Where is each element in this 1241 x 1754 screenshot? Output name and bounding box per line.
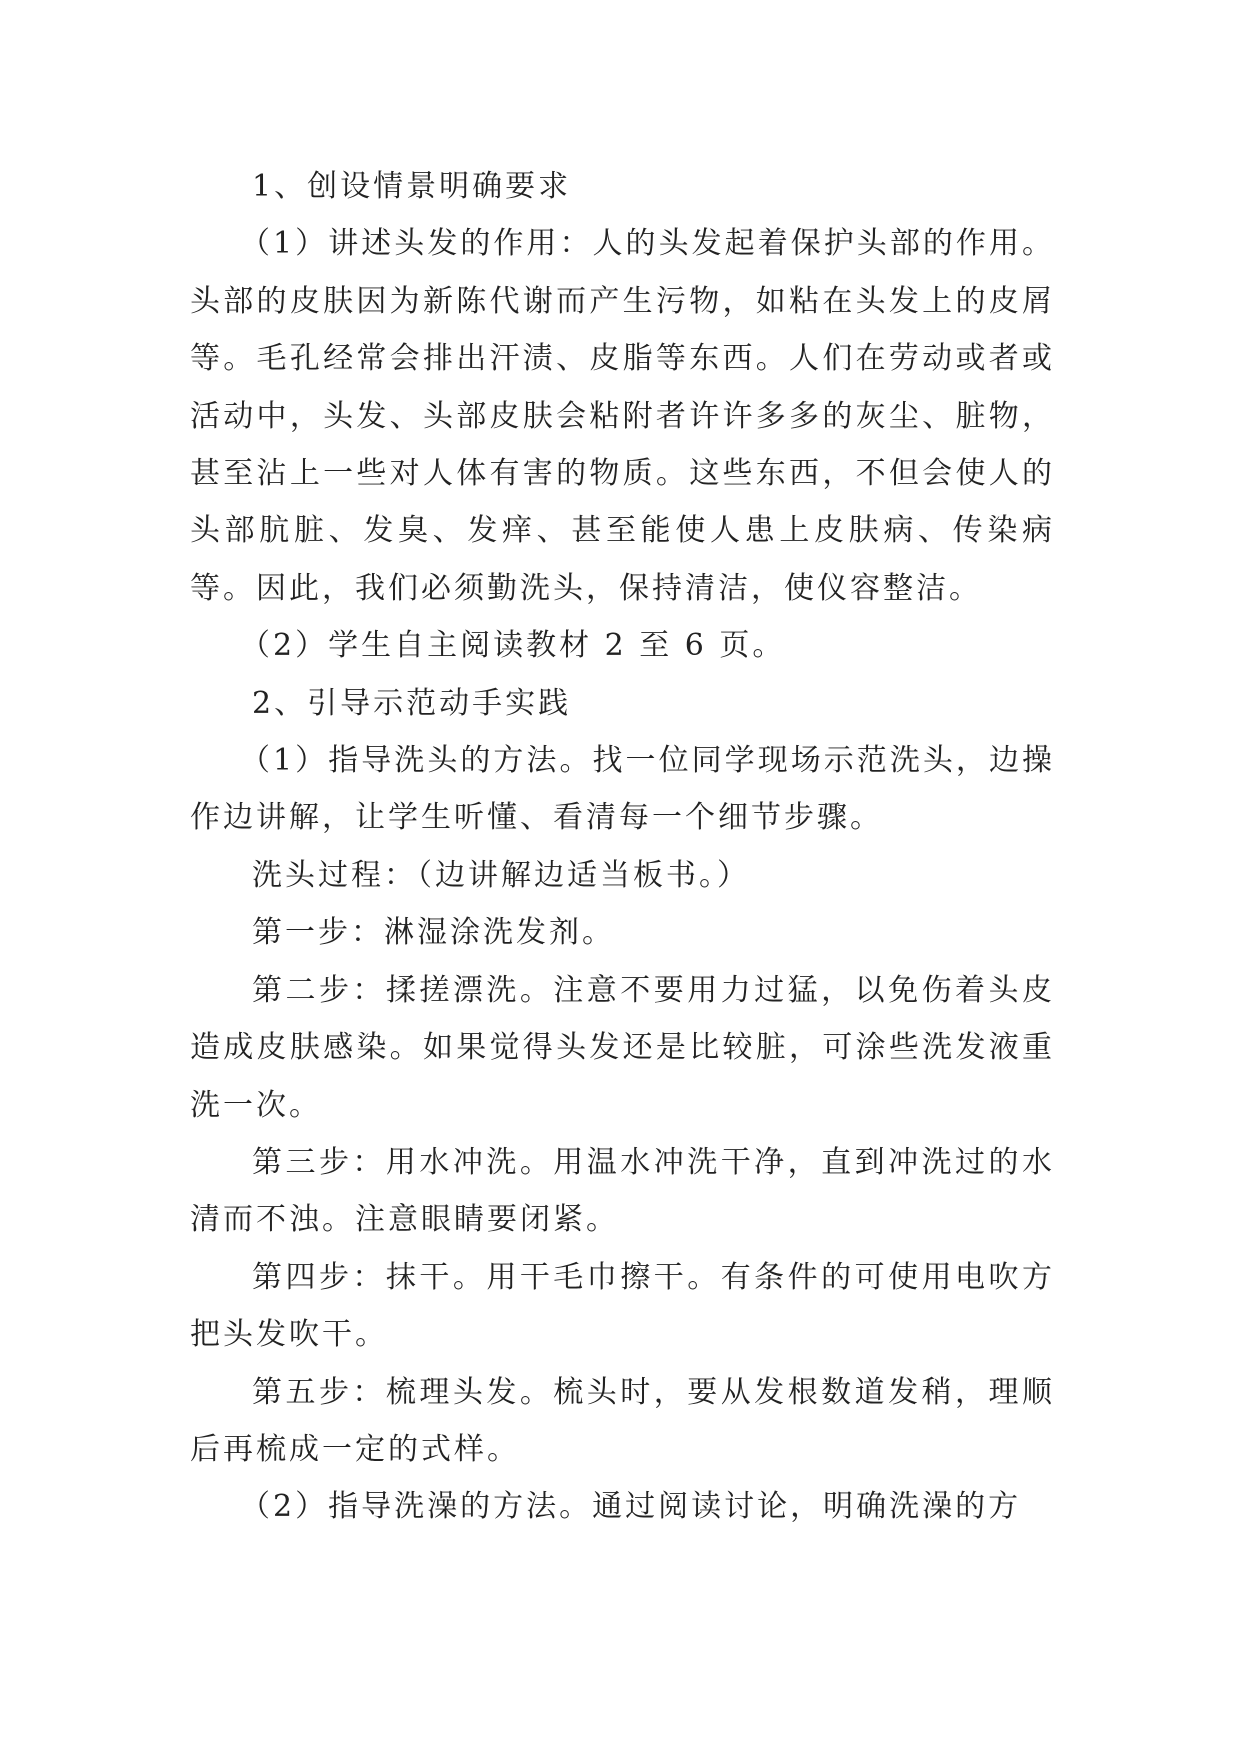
paragraph-reading-task: （2）学生自主阅读教材 2 至 6 页。 [240,628,786,664]
paragraph-hair-washing-guide: （1）指导洗头的方法。找一位同学现场示范洗头，边操作边讲解，让学生听懂、看清每一个细节步骤。 [190,743,1055,836]
paragraph-step-4: 第四步：抹干。用干毛巾擦干。有条件的可使用电吹方把头发吹干。 [190,1259,1055,1353]
paragraph-step-5: 第五步：梳理头发。梳头时，要从发根数道发稍，理顺后再梳成一定的式样。 [190,1374,1055,1467]
section-heading-1: 1、创设情景明确要求 [252,169,572,204]
paragraph-hair-function: （1）讲述头发的作用：人的头发起着保护头部的作用。头部的皮肤因为新陈代谢而产生污物，如粘在头发上的皮屑等。毛孔经常会排出汗渍、皮脂等东西。人们在劳动或者或活动中，头发、头部皮肤会粘附者许许多多的灰尘、脏物，甚至沾上一些对人体有害的物质。这些东西，不但会使人的头部肮脏、发臭、发痒、甚至能使人患上皮肤病、传染病等。因此，我们必须勤洗头，保持清洁，使仪容整洁。 [190,226,1055,606]
paragraph-step-3: 第三步：用水冲洗。用温水冲洗干净，直到冲洗过的水清而不浊。注意眼睛要闭紧。 [190,1144,1055,1238]
paragraph-step-1: 第一步：淋湿涂洗发剂。 [252,915,615,951]
paragraph-process-intro: 洗头过程：（边讲解边适当板书。） [252,857,750,893]
paragraph-step-2: 第二步：揉搓漂洗。注意不要用力过猛，以免伤着头皮造成皮肤感染。如果觉得头发还是比较脏，可涂些洗发液重洗一次。 [190,972,1055,1123]
paragraph-bathing-guide: （2）指导洗澡的方法。通过阅读讨论，明确洗澡的方 [240,1489,1022,1525]
document-body [190,158,1055,1536]
section-heading-2: 2、引导示范动手实践 [252,685,572,721]
